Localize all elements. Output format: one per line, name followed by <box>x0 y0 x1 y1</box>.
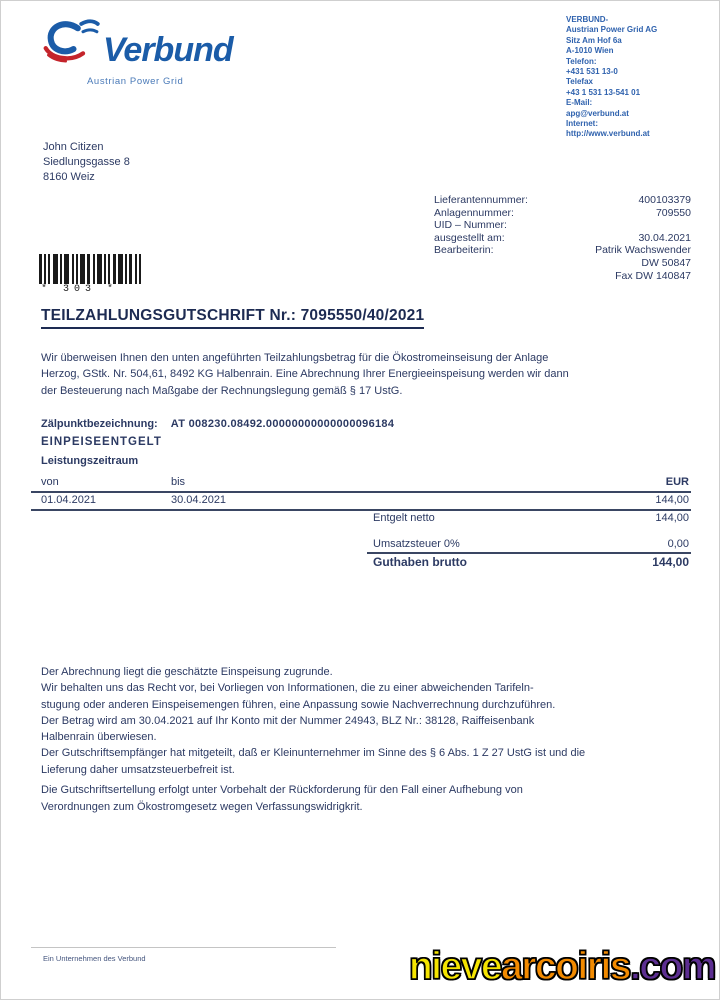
reference-row <box>434 257 691 270</box>
company-address-line: Sitz Am Hof 6a <box>566 35 622 45</box>
barcode-bar <box>104 254 106 284</box>
reference-label: Bearbeiterin: <box>434 244 494 257</box>
reference-value: Fax DW 140847 <box>615 269 691 282</box>
gross-credit-label: Guthaben brutto <box>373 555 467 569</box>
barcode-bar <box>72 254 74 284</box>
barcode-bar <box>87 254 90 284</box>
reference-row <box>434 207 691 220</box>
metering-point-value: AT 008230.08492.00000000000000096184 <box>170 418 395 430</box>
paragraph-line: Wir behalten uns das Recht vor, bei Vorliegen von Informationen, die zu einer abweichenden Tarifeln- <box>41 682 534 695</box>
barcode <box>39 254 141 284</box>
metering-point-row <box>41 418 394 430</box>
vat-value: 0,00 <box>667 538 689 550</box>
barcode-bar <box>125 254 127 284</box>
footer-slogan: Ein Unternehmen des Verbund <box>43 954 146 963</box>
reference-row <box>434 219 691 232</box>
reference-value: DW 50847 <box>641 256 691 269</box>
barcode-bar <box>53 254 58 284</box>
paragraph-line: der Besteuerung nach Maßgabe der Rechnungslegung gemäß § 17 UstG. <box>41 384 403 397</box>
watermark-part-2: arcoiris <box>501 945 630 988</box>
company-address-block <box>566 15 716 140</box>
paragraph-line: Der Betrag wird am 30.04.2021 auf Ihr Konto mit der Nummer 24943, BLZ Nr.: 38128, Raiffeisenbank <box>41 714 535 727</box>
barcode-bar <box>60 254 62 284</box>
footer-divider <box>31 947 336 948</box>
company-address-line: E-Mail: <box>566 98 593 108</box>
reference-value: 400103379 <box>638 194 691 206</box>
barcode-bar <box>113 254 116 284</box>
barcode-bar <box>129 254 132 284</box>
barcode-bar <box>76 254 78 284</box>
company-address-line: Telefax <box>566 77 593 87</box>
paragraph-line: Lieferung daher umsatzsteuerbefreit ist. <box>41 763 235 776</box>
company-address-line: +43 1 531 13-541 01 <box>566 87 641 97</box>
brand-name: Verbund <box>103 31 233 69</box>
brand-tagline: Austrian Power Grid <box>87 76 184 87</box>
metering-point-label: Zälpunktbezeichnung: <box>41 418 158 430</box>
gross-credit-value: 144,00 <box>652 555 689 569</box>
reference-row <box>434 270 691 283</box>
reference-row <box>434 232 691 245</box>
net-amount-value: 144,00 <box>655 512 689 524</box>
reference-label: Lieferantennummer: <box>434 194 528 206</box>
watermark-part-1: nieve <box>408 945 502 988</box>
reference-value: Patrik Wachswender <box>595 244 691 257</box>
verbund-logo <box>39 17 239 87</box>
period-amount-value: 144,00 <box>655 494 689 506</box>
service-period-label: Leistungszeitraum <box>41 455 139 467</box>
recipient-line: John Citizen <box>43 141 104 153</box>
recipient-address-block <box>43 140 130 185</box>
company-address-line: A-1010 Wien <box>566 46 614 56</box>
vat-label: Umsatzsteuer 0% <box>373 538 460 550</box>
company-address-line: Telefon: <box>566 56 597 66</box>
closing-paragraph <box>41 782 691 816</box>
amounts-table <box>31 474 691 574</box>
intro-paragraph <box>41 350 691 399</box>
watermark-part-3: .com <box>629 945 715 988</box>
recipient-line: 8160 Weiz <box>43 171 95 183</box>
period-to-value: 30.04.2021 <box>171 494 227 506</box>
document-title: TEILZAHLUNGSGUTSCHRIFT Nr.: 7095550/40/2021 <box>41 307 424 329</box>
fee-type-label: EINPEISEENTGELT <box>41 436 162 448</box>
company-address-line: VERBUND- <box>566 15 609 24</box>
company-address-line: http://www.verbund.at <box>566 129 650 139</box>
paragraph-line: Herzog, GStk. Nr. 504,61, 8492 KG Halbenrain. Eine Abrechnung Ihrer Energieeinspeisung werden wir dann <box>41 368 569 381</box>
table-rule <box>31 491 691 493</box>
paragraph-line: Verordnungen zum Ökostromgesetz wegen Verfassungswidrigkrit. <box>41 801 363 813</box>
barcode-bar <box>93 254 95 284</box>
body-paragraph <box>41 664 691 778</box>
barcode-bar <box>64 254 69 284</box>
column-header-eur: EUR <box>665 476 689 488</box>
paragraph-line: Halbenrain überwiesen. <box>41 731 157 744</box>
reference-block <box>434 194 691 282</box>
verbund-swirl-icon <box>39 17 101 69</box>
barcode-label: * 303 * <box>41 284 119 295</box>
net-amount-label: Entgelt netto <box>373 512 435 524</box>
barcode-bar <box>80 254 85 284</box>
column-header-von: von <box>41 476 59 488</box>
company-address-line: Austrian Power Grid AG <box>566 25 658 35</box>
barcode-bar <box>48 254 50 284</box>
company-address-line: apg@verbund.at <box>566 108 629 118</box>
reference-row <box>434 244 691 257</box>
column-header-bis: bis <box>171 476 186 488</box>
company-address-line: +431 531 13-0 <box>566 67 618 77</box>
reference-label: ausgestellt am: <box>434 231 505 244</box>
company-address-line: Internet: <box>566 119 598 129</box>
paragraph-line: Der Gutschriftsempfänger hat mitgeteilt, daß er Kleinunternehmer im Sinne des § 6 Abs. 1 Z 27 UstG ist und die <box>41 747 586 760</box>
watermark-logo <box>409 945 715 989</box>
reference-value: 30.04.2021 <box>638 231 691 244</box>
reference-label: UID – Nummer: <box>434 219 507 232</box>
barcode-bar <box>44 254 46 284</box>
reference-label: Anlagennummer: <box>434 206 514 219</box>
paragraph-line: Die Gutschriftsertellung erfolgt unter Vorbehalt der Rückforderung für den Fall einer Aufhebung von <box>41 784 523 796</box>
reference-row <box>434 194 691 207</box>
barcode-bar <box>139 254 141 284</box>
paragraph-line: stugung oder anderen Einspeisemengen führen, eine Anpassung sowie Nachverrechnung durchzuführen. <box>41 698 556 711</box>
table-rule <box>31 509 691 511</box>
barcode-bar <box>135 254 137 284</box>
paragraph-line: Der Abrechnung liegt die geschätzte Einspeisung zugrunde. <box>41 666 333 678</box>
barcode-bar <box>108 254 110 284</box>
barcode-bar <box>118 254 123 284</box>
barcode-bar <box>97 254 102 284</box>
table-rule <box>367 552 691 554</box>
reference-value: 709550 <box>655 206 691 219</box>
recipient-line: Siedlungsgasse 8 <box>43 156 130 168</box>
period-from-value: 01.04.2021 <box>41 494 97 506</box>
paragraph-line: Wir überweisen Ihnen den unten angeführten Teilzahlungsbetrag für die Ökostromeinseisung der Anlage <box>41 352 549 364</box>
barcode-bar <box>39 254 42 284</box>
